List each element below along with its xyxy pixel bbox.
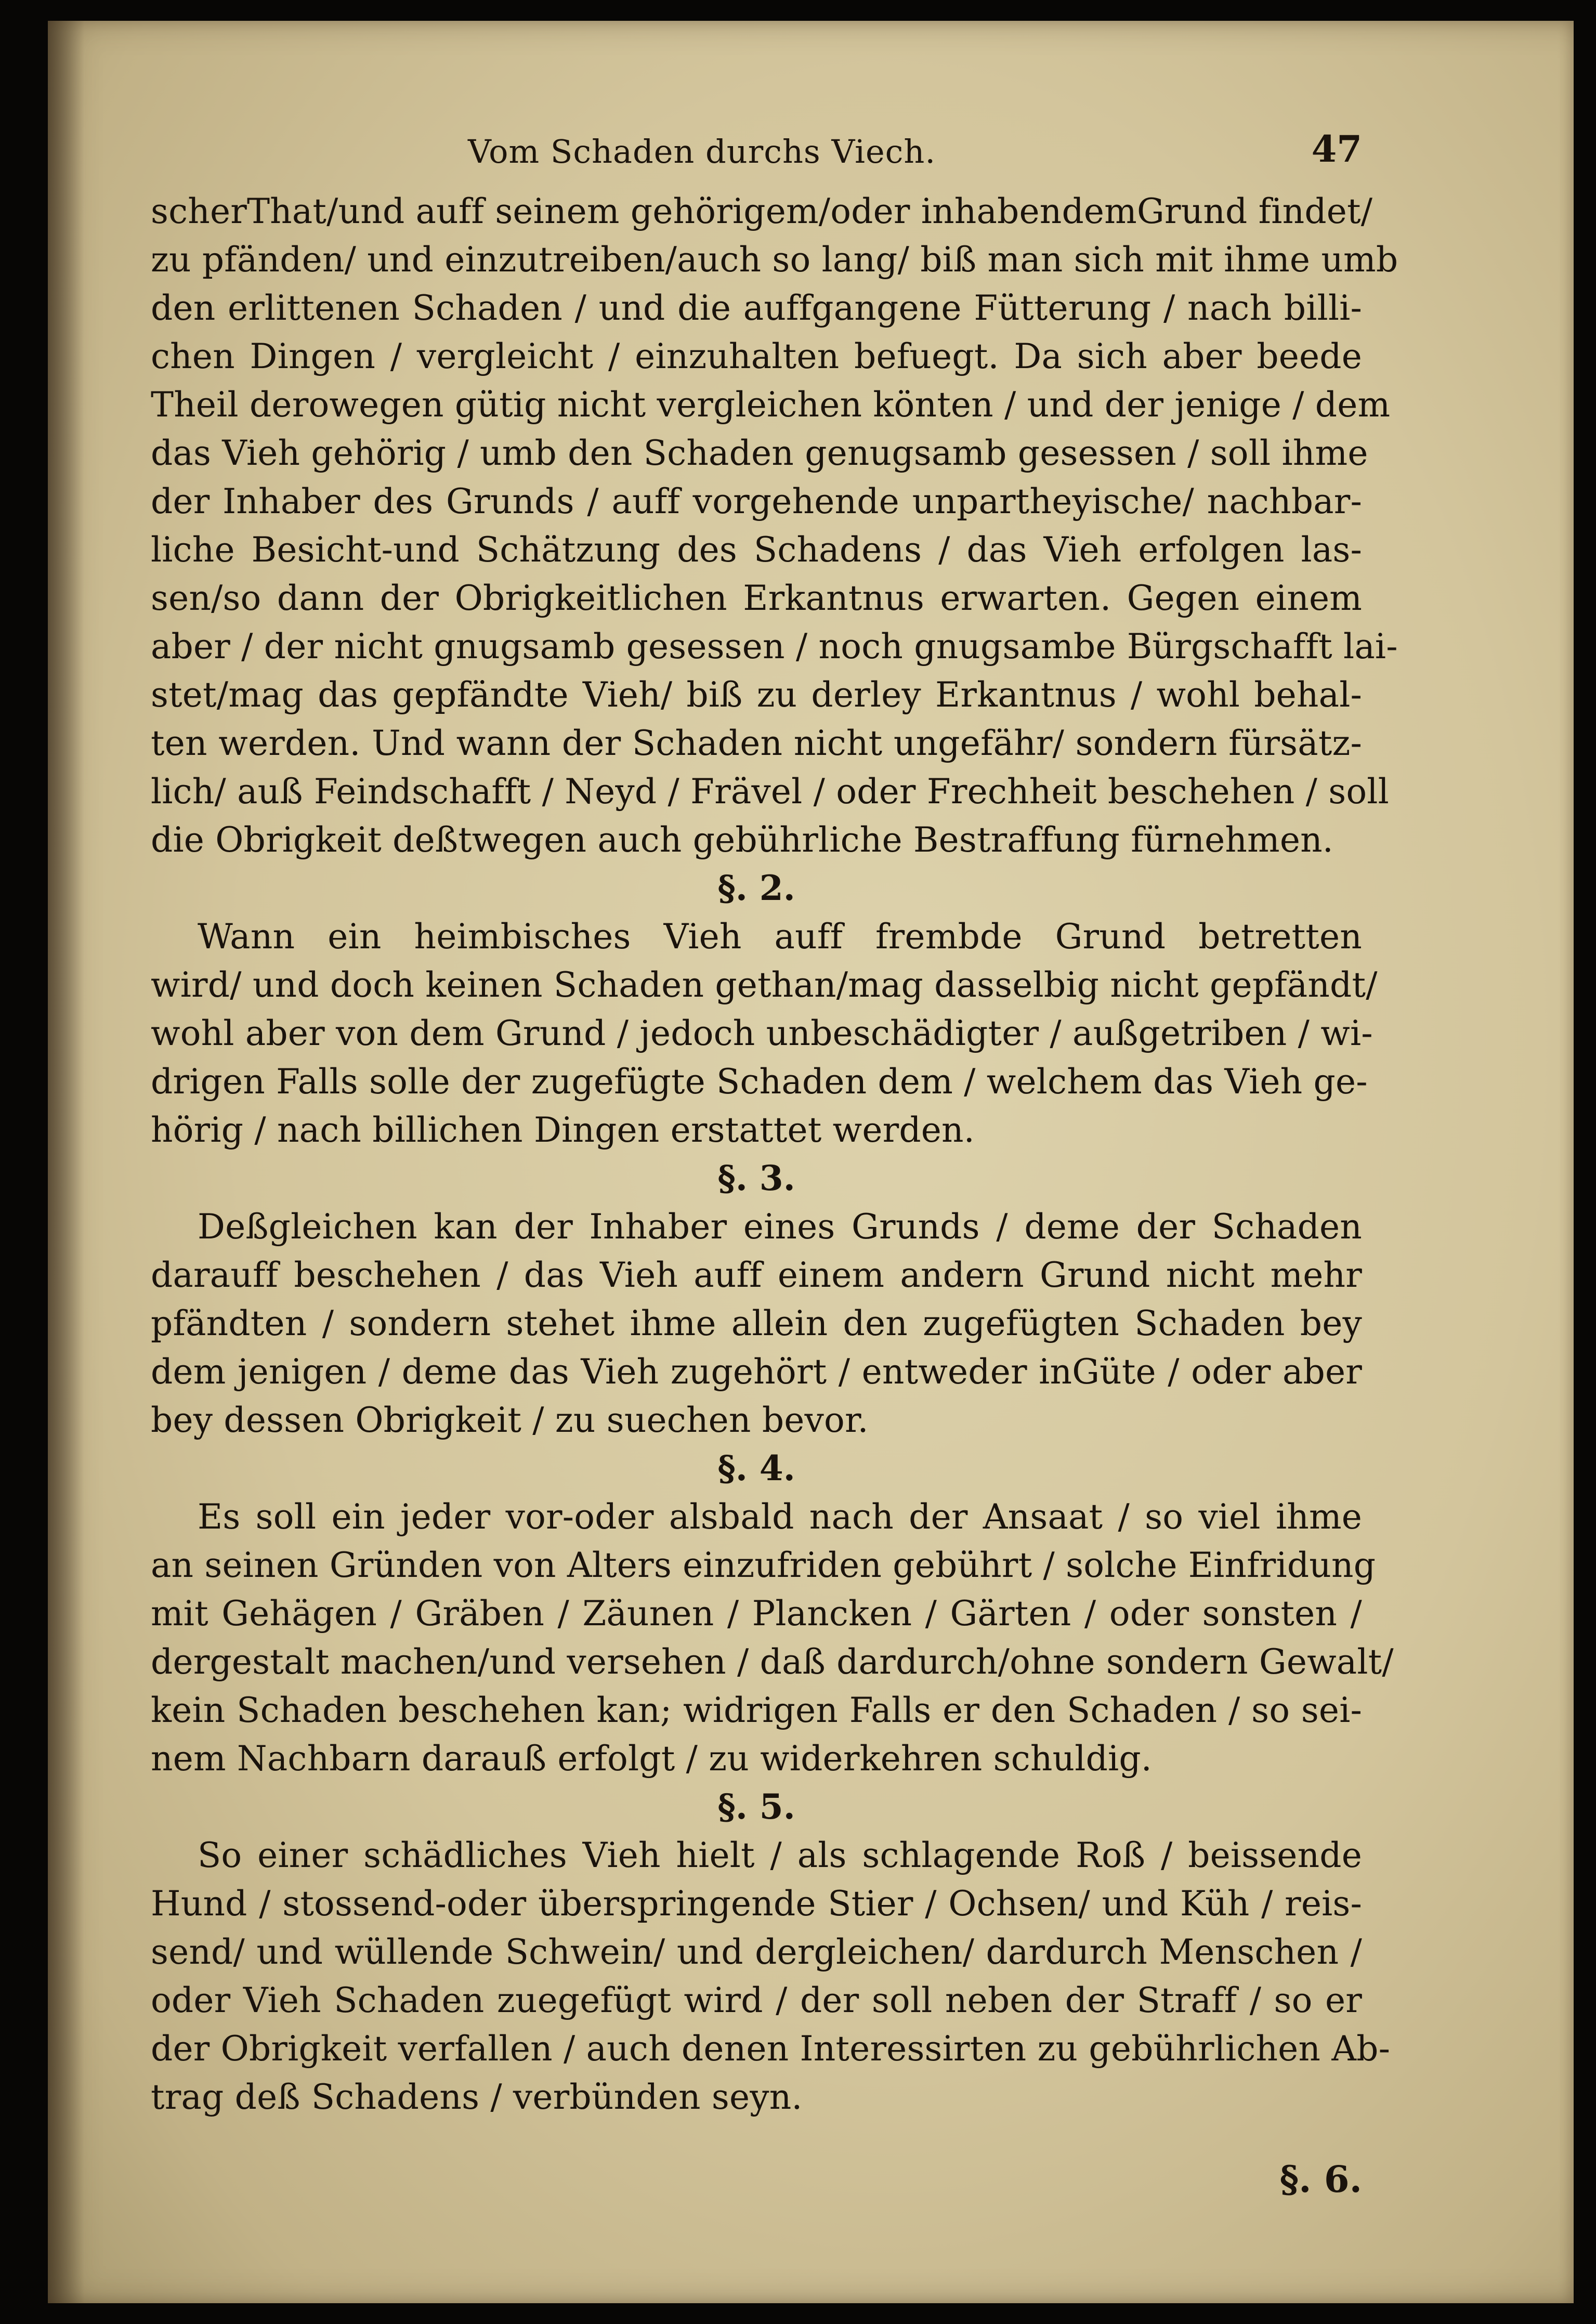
section-mark: §. 3. <box>717 1158 795 1198</box>
text-line: aber / der nicht gnugsamb gesessen / noch gnugsambe Bürgschafft lai- <box>151 626 1398 667</box>
paragraph-section-2 <box>151 864 1378 1154</box>
section-mark: §. 2. <box>717 868 795 908</box>
text-line: send/ und wüllende Schwein/ und dergleichen/ dardurch Menschen / <box>151 1932 1362 1972</box>
text-line: bey dessen Obrigkeit / zu suechen bevor. <box>151 1400 869 1440</box>
paragraph-section-4 <box>151 1444 1394 1783</box>
text-line: den erlittenen Schaden / und die auffgangene Fütterung / nach billi- <box>151 288 1362 328</box>
catchword: §. 6. <box>1279 2158 1362 2201</box>
text-line: liche Besicht-und Schätzung des Schadens / das Vieh erfolgen las- <box>151 530 1362 570</box>
text-line: das Vieh gehörig / umb den Schaden genugsamb gesessen / soll ihme <box>151 433 1368 473</box>
text-line: an seinen Gründen von Alters einzufriden gebührt / solche Einfridung <box>151 1545 1376 1585</box>
text-line: oder Vieh Schaden zuegefügt wird / der soll neben der Straff / so er <box>151 1980 1362 2020</box>
paragraph-1 <box>151 187 1398 864</box>
text-line: ten werden. Und wann der Schaden nicht ungefähr/ sondern fürsätz- <box>151 723 1362 763</box>
text-line: Hund / stossend-oder überspringende Stier / Ochsen/ und Küh / reis- <box>151 1884 1362 1924</box>
page-number: 47 <box>1311 127 1362 171</box>
text-line: Theil derowegen gütig nicht vergleichen könten / und der jenige / dem <box>151 385 1391 425</box>
text-line: drigen Falls solle der zugefügte Schaden dem / welchem das Vieh ge- <box>151 1062 1368 1102</box>
text-line: dem jenigen / deme das Vieh zugehört / entweder inGüte / oder aber <box>151 1352 1362 1392</box>
text-line: Es soll ein jeder vor-oder alsbald nach der Ansaat / so viel ihme <box>198 1497 1362 1537</box>
text-line: wird/ und doch keinen Schaden gethan/mag dasselbig nicht gepfändt/ <box>151 965 1378 1005</box>
text-line: nem Nachbarn darauß erfolgt / zu widerkehren schuldig. <box>151 1739 1152 1779</box>
text-line: die Obrigkeit deßtwegen auch gebührliche Bestraffung fürnehmen. <box>151 820 1333 860</box>
page-header <box>468 127 1362 190</box>
text-line: Wann ein heimbisches Vieh auff frembde Grund betretten <box>198 917 1362 957</box>
text-line: So einer schädliches Vieh hielt / als schlagende Roß / beissende <box>198 1835 1362 1875</box>
text-line: chen Dingen / vergleicht / einzuhalten befuegt. Da sich aber beede <box>151 336 1362 376</box>
section-mark: §. 4. <box>717 1448 795 1489</box>
text-line: hörig / nach billichen Dingen erstattet werden. <box>151 1110 975 1150</box>
text-line: wohl aber von dem Grund / jedoch unbeschädigter / außgetriben / wi- <box>151 1013 1373 1053</box>
text-line: pfändten / sondern stehet ihme allein den zugefügten Schaden bey <box>151 1303 1362 1343</box>
page-gutter-shadow <box>48 21 84 2303</box>
text-line: trag deß Schadens / verbünden seyn. <box>151 2077 803 2117</box>
text-line: sen/so dann der Obrigkeitlichen Erkantnus erwarten. Gegen einem <box>151 578 1362 618</box>
text-line: mit Gehägen / Gräben / Zäunen / Plancken / Gärten / oder sonsten / <box>151 1594 1362 1634</box>
running-head: Vom Schaden durchs Viech. <box>468 133 936 171</box>
text-line: Deßgleichen kan der Inhaber eines Grunds / deme der Schaden <box>198 1207 1362 1247</box>
text-line: dergestalt machen/und versehen / daß dardurch/ohne sondern Gewalt/ <box>151 1642 1394 1682</box>
text-line: kein Schaden beschehen kan; widrigen Falls er den Schaden / so sei- <box>151 1690 1362 1730</box>
paragraph-section-3 <box>151 1154 1362 1444</box>
paragraph-section-5 <box>151 1783 1391 2121</box>
text-line: stet/mag das gepfändte Vieh/ biß zu derley Erkantnus / wohl behal- <box>151 675 1362 715</box>
section-mark: §. 5. <box>717 1786 795 1827</box>
page-body <box>151 187 1398 2121</box>
text-line: scherThat/und auff seinem gehörigem/oder inhabendemGrund findet/ <box>151 191 1373 231</box>
text-line: der Inhaber des Grunds / auff vorgehende unpartheyische/ nachbar- <box>151 481 1362 521</box>
text-line: darauff beschehen / das Vieh auff einem andern Grund nicht mehr <box>151 1255 1362 1295</box>
text-line: der Obrigkeit verfallen / auch denen Interessirten zu gebührlichen Ab- <box>151 2029 1391 2069</box>
text-line: zu pfänden/ und einzutreiben/auch so lang/ biß man sich mit ihme umb <box>151 240 1398 280</box>
text-line: lich/ auß Feindschafft / Neyd / Frävel / oder Frechheit beschehen / soll <box>151 772 1389 812</box>
